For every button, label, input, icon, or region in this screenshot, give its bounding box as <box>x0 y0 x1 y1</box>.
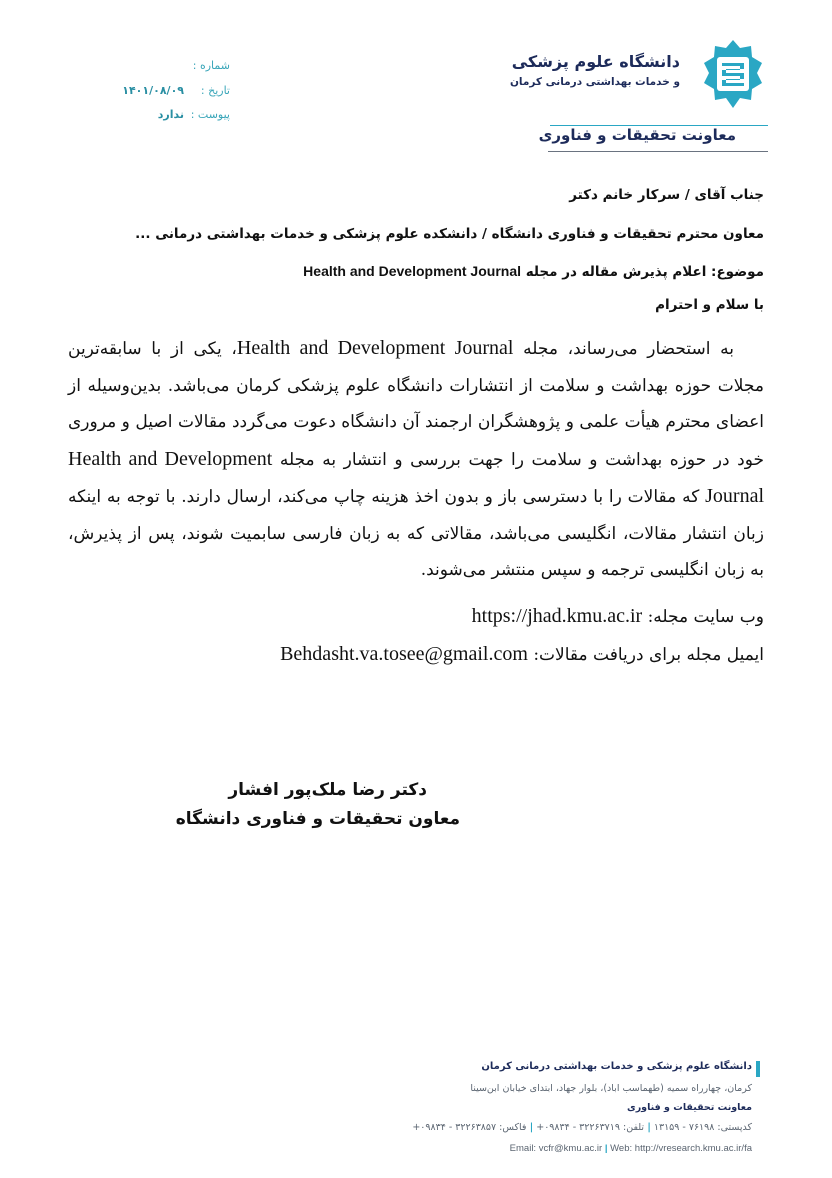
subject-journal-name: Health and Development Journal <box>303 263 521 279</box>
website-line <box>64 605 764 628</box>
footer-fax: فاکس: ۳۲۲۶۳۸۵۷ - ۰۹۸۳۴+ <box>412 1122 527 1133</box>
subject-prefix: موضوع: اعلام پذیرش مقاله در مجله <box>525 264 764 280</box>
journal-name: Health and Development Journal <box>236 337 514 359</box>
footer-separator: | <box>604 1143 611 1154</box>
body-intro: به استحضار می‌رساند، مجله <box>523 339 734 359</box>
university-name: دانشگاه علوم پزشکی <box>511 52 680 71</box>
letter-date-value: ۱۴۰۱/۰۸/۰۹ <box>122 84 184 97</box>
university-logo-icon <box>700 38 766 110</box>
body-paragraph: به استحضار می‌رساند، مجله Health and Development Journal، یکی از با سابقه‌ترین مجلات حوزه بهداشت و سلامت از انتشارات دانشگاه علوم پزشکی کرمان می‌باشد. بدین‌وسیله از اعضای محترم هیأت علمی و پژوهشگران ارجمند آن دانشگاه دعوت می‌گردد مقالات اصیل و مروری خود در حوزه بهداشت و سلامت را جهت بررسی و انتشار به مجله Health and Development Journal که مقالات را با دسترسی باز و بدون اخذ هزینه چاپ می‌کند، ارسال دارند. با توجه به اینکه زبان انتشار مقالات، انگلیسی می‌باشد، مقالاتی که به زبان فارسی سابمیت شوند، پس از پذیرش، به زبان انگلیسی ترجمه و سپس منتشر می‌شوند. <box>68 337 765 580</box>
footer-separator: | <box>526 1122 534 1133</box>
footer-university: دانشگاه علوم پزشکی و خدمات بهداشتی درمانی کرمان <box>481 1061 752 1072</box>
university-subtitle: و خدمات بهداشتی درمانی کرمان <box>509 76 680 88</box>
footer-email[interactable]: Email: vcfr@kmu.ac.ir <box>509 1143 603 1154</box>
recipient-line: معاون محترم تحقیقات و فناوری دانشگاه / دانشکده علوم پزشکی و خدمات بهداشتی درمانی ... <box>135 226 764 242</box>
footer-address: کرمان، چهارراه سمیه (طهماسب اباد)، بلوار جهاد، ابتدای خیابان ابن‌سینا <box>470 1083 752 1094</box>
letter-number-label: شماره : <box>192 59 230 72</box>
footer-web[interactable]: Web: http://vresearch.kmu.ac.ir/fa <box>610 1143 752 1154</box>
email-link[interactable]: Behdasht.va.tosee@gmail.com <box>280 643 528 665</box>
vice-chancellery-title: معاونت تحقیقات و فناوری <box>538 126 736 144</box>
website-label: وب سایت مجله: <box>647 607 764 627</box>
footer-accent-bar <box>756 1061 760 1077</box>
body-description: یکی از با سابقه‌ترین مجلات حوزه بهداشت و سلامت از انتشارات دانشگاه علوم پزشکی کرمان می‌باشد. بدین‌وسیله از اعضای محترم هیأت علمی و پژوهشگران ارجمند آن دانشگاه دعوت می‌گردد مقالات اصیل و مروری خود در حوزه بهداشت و سلامت را جهت بررسی و انتشار به مجله <box>68 339 764 470</box>
addressee: جناب آقای / سرکار خانم دکتر <box>569 187 764 203</box>
attachment-label: پیوست : <box>190 108 230 121</box>
footer-separator: | <box>644 1122 651 1133</box>
letter-body <box>68 330 764 589</box>
vice-title-underline <box>548 151 768 152</box>
attachment-value: ندارد <box>157 108 184 121</box>
email-label: ایمیل مجله برای دریافت مقالات: <box>533 645 764 665</box>
body-conclusion: که مقالات را با دسترسی باز و بدون اخذ هزینه چاپ می‌کند، ارسال دارند. با توجه به اینکه زبان انتشار مقالات، انگلیسی می‌باشد، مقالاتی که به زبان فارسی سابمیت شوند، پس از پذیرش، به زبان انگلیسی ترجمه و سپس منتشر می‌شوند. <box>68 487 764 580</box>
email-line <box>64 643 764 666</box>
signatory-title: معاون تحقیقات و فناوری دانشگاه <box>175 809 460 829</box>
footer-postal: کدپستی: ۷۶۱۹۸ - ۱۳۱۵۹ <box>653 1122 752 1133</box>
footer-vice: معاونت تحقیقات و فناوری <box>627 1102 752 1113</box>
footer-contact <box>152 1122 752 1133</box>
signatory-name: دکتر رضا ملک‌پور افشار <box>228 780 427 800</box>
website-link[interactable]: https://jhad.kmu.ac.ir <box>471 605 643 627</box>
footer-phone: تلفن: ۳۲۲۶۳۷۱۹ - ۰۹۸۳۴+ <box>536 1122 645 1133</box>
letter-date-label: تاریخ : <box>200 84 230 97</box>
footer-web-line <box>152 1143 752 1154</box>
greeting: با سلام و احترام <box>655 297 764 313</box>
journal-name-second: Health and Development Journal <box>68 447 765 507</box>
subject-line <box>64 263 764 280</box>
